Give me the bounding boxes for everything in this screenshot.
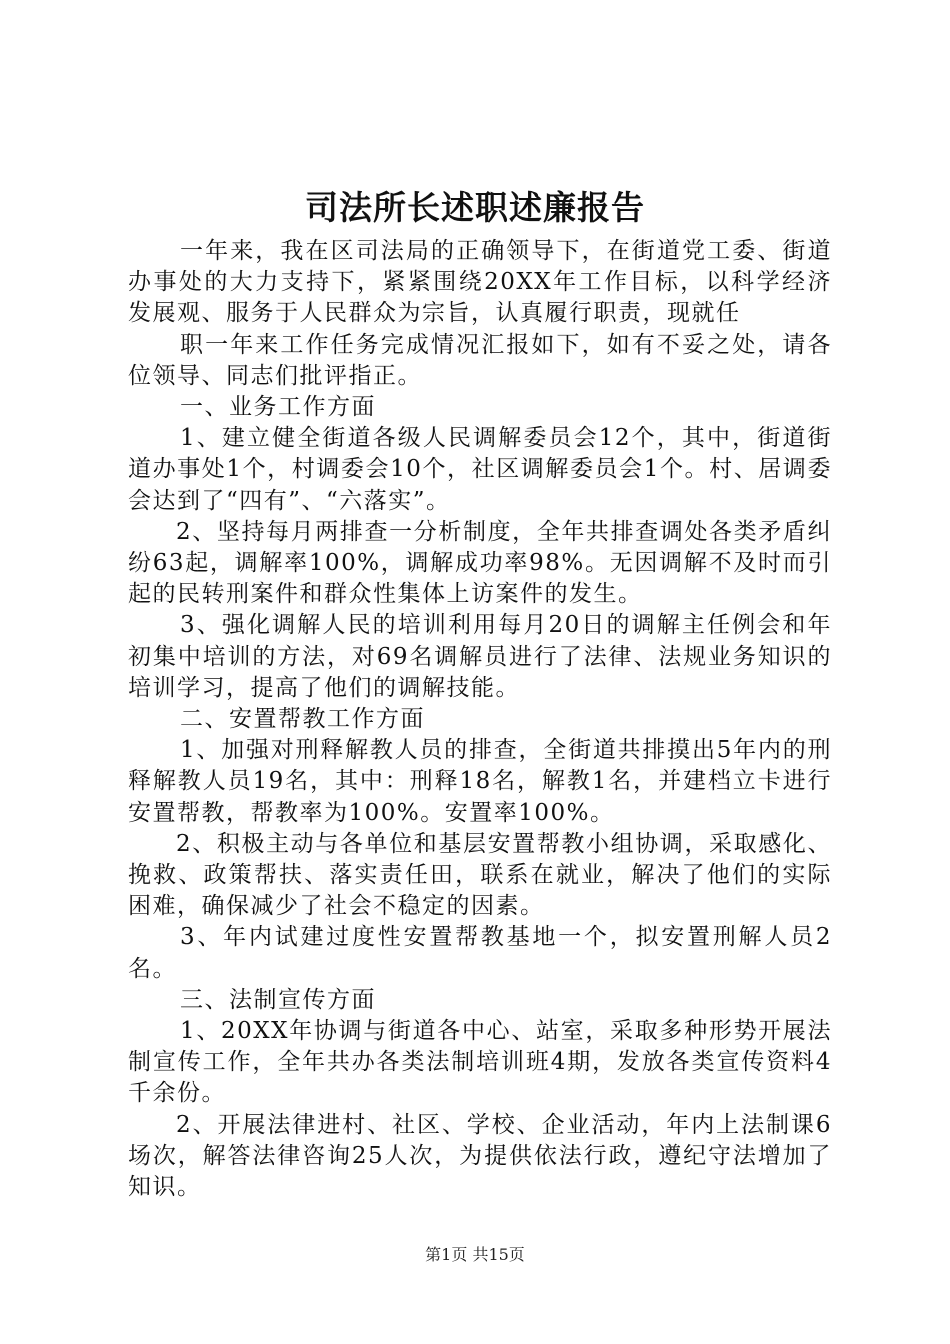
paragraph-business-2: 2、坚持每月两排查一分析制度，全年共排查调处各类矛盾纠纷63起，调解率100%，调解成功率98%。无因调解不及时而引起的民转刑案件和群众性集体上访案件的发生。 [128, 518, 832, 608]
section-heading-resettlement: 二、安置帮教工作方面 [180, 706, 425, 733]
document-title: 司法所长述职述廉报告 [305, 188, 645, 227]
document-body [128, 236, 832, 1203]
paragraph-intro: 一年来，我在区司法局的正确领导下，在街道党工委、街道办事处的大力支持下，紧紧围绕20XX年工作目标，以科学经济发展观、服务于人民群众为宗旨，认真履行职责，现就任 [128, 238, 832, 327]
paragraph-resettlement-1: 1、加强对刑释解教人员的排查，全街道共排摸出5年内的刑释解教人员19名，其中：刑释18名，解教1名，并建档立卡进行安置帮教，帮教率为100%。安置率100%。 [128, 737, 832, 826]
paragraph-resettlement-2: 2、积极主动与各单位和基层安置帮教小组协调，采取感化、挽救、政策帮扶、落实责任田，联系在就业，解决了他们的实际困难，确保减少了社会不稳定的因素。 [128, 830, 832, 920]
section-heading-business: 一、业务工作方面 [180, 394, 376, 421]
paragraph-legal-publicity-2: 2、开展法律进村、社区、学校、企业活动，年内上法制课6场次，解答法律咨询25人次，为提供依法行政，遵纪守法增加了知识。 [128, 1111, 832, 1201]
paragraph-business-1: 1、建立健全街道各级人民调解委员会12个，其中，街道街道办事处1个，村调委会10个，社区调解委员会1个。村、居调委会达到了“四有”、“六落实”。 [128, 425, 832, 514]
paragraph-business-3: 3、强化调解人民的培训利用每月20日的调解主任例会和年初集中培训的方法，对69名调解员进行了法律、法规业务知识的培训学习，提高了他们的调解技能。 [128, 612, 832, 701]
paragraph-intro-continued: 职一年来工作任务完成情况汇报如下，如有不妥之处，请各位领导、同志们批评指正。 [128, 331, 832, 389]
page-footer: 第1页 共15页 [425, 1245, 525, 1264]
paragraph-resettlement-3: 3、年内试建过度性安置帮教基地一个，拟安置刑解人员2名。 [128, 924, 832, 982]
section-heading-legal-publicity: 三、法制宣传方面 [180, 986, 376, 1013]
paragraph-legal-publicity-1: 1、20XX年协调与街道各中心、站室，采取多种形势开展法制宣传工作，全年共办各类法制培训班4期，发放各类宣传资料4千余份。 [128, 1018, 832, 1107]
